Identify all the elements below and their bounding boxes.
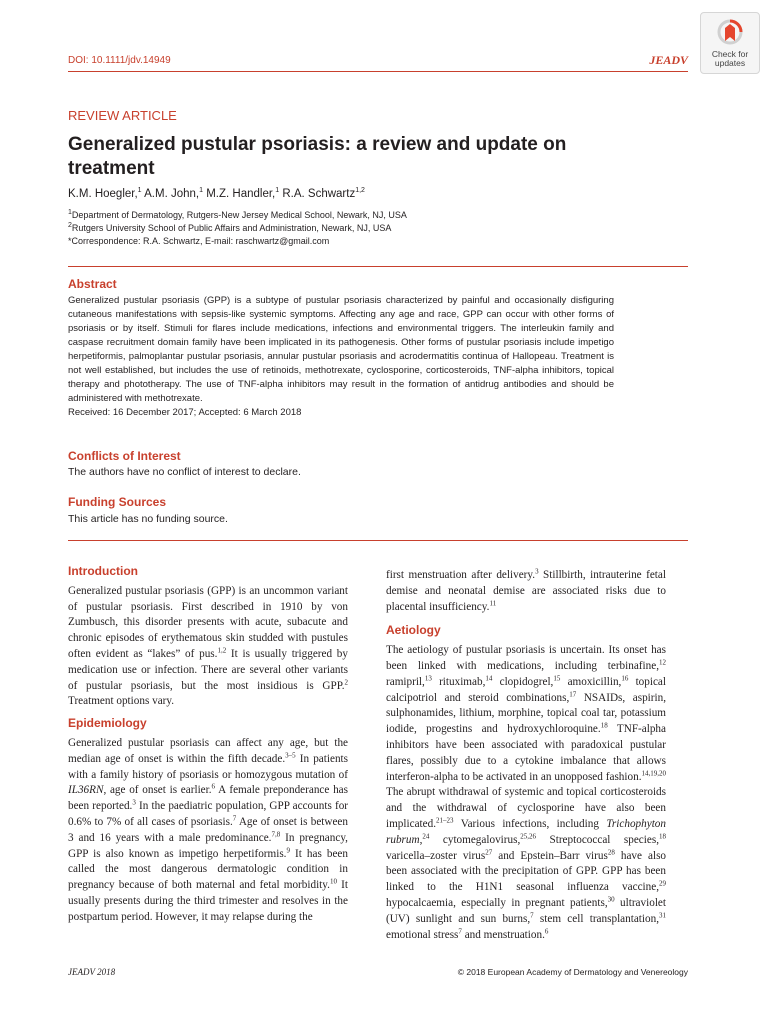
footer-copyright: © 2018 European Academy of Dermatology and Venereology: [457, 967, 688, 977]
affiliation-number: 1: [68, 209, 72, 216]
affiliations: [68, 209, 407, 248]
abstract-text: Generalized pustular psoriasis (GPP) is a subtype of pustular psoriasis characterized by painful and occasionally disfiguring cutaneous manifestations with sepsis-like systemic symptoms. Affecting any age and race, GPP can occur with other forms of psoriasis or by itself. Stimuli for flares include medications, infections and environmental triggers. The interleukin family and caspase recruitment domain family have been implicated in its pathogenesis. Other forms of pustular psoriasis include impetigo herpetiformis, palmoplantar pustular psoriasis, annular pustular psoriasis and acrodermatitis continua of Hallopeau. Treatment is not well established, but includes the use of retinoids, methotrexate, cyclosporine, corticosteroids, TNF-alpha inhibitors, topical therapy and phototherapy. The use of TNF-alpha inhibitors may result in the formation of antidrug antibodies and should be administered with methotrexate.: [68, 295, 614, 404]
article-title: Generalized pustular psoriasis: a review and update on treatment: [68, 134, 567, 179]
right-column: [386, 568, 666, 943]
body-top-rule: [68, 540, 688, 541]
epidemiology-paragraph: Generalized pustular psoriasis can affect any age, but the median age of onset is within the fifth decade.$^{3-5}$ In patients with a family history of psoriasis or homozygous mutation of IL36RN, age of onset is earlier.$^6$ A female preponderance has been reported.$^3$ In the paediatric population, GPP accounts for 0.6% to 7% of all cases of psoriasis.$^7$ Age of onset is between 3 and 16 years with a male predominance.$^{7,8}$ In pregnancy, GPP is also known as impetigo herpetiformis.$^9$ It has been called the most dangerous dermatologic condition in pregnancy because of both maternal and fetal morbidity.$^{10}$ It usually presents during the third trimester and resolves in the postpartum period. However, it may relapse during the: [68, 736, 349, 923]
author-affiliation-number: 1: [137, 187, 142, 195]
aetiology-heading: Aetiology: [386, 623, 441, 638]
left-column: [68, 564, 348, 926]
doi-link[interactable]: DOI: 10.1111/jdv.14949: [68, 55, 171, 66]
author-affiliation-number: 1: [275, 187, 280, 195]
received-dates: Received: 16 December 2017; Accepted: 6 March 2018: [68, 407, 302, 418]
abstract-top-rule: [68, 266, 688, 267]
introduction-paragraph: Generalized pustular psoriasis (GPP) is an uncommon variant of pustular psoriasis. First described in 1910 by von Zumbusch, this disorder presents with acute, subacute and chronic episodes of erythematous skin studded with pustules often evident as “lakes” of pus.$^{1,2}$ It is usually triggered by medication use or infection. There are several other variants of pustular psoriasis, but the most insidious is GPP.$^2$ Treatment options vary.: [68, 584, 348, 708]
check-for-updates-badge[interactable]: [700, 12, 760, 74]
funding-heading: Funding Sources: [68, 495, 167, 509]
introduction-heading: Introduction: [68, 564, 138, 578]
header-rule: [68, 71, 688, 72]
author[interactable]: A.M. John,: [144, 188, 200, 200]
author[interactable]: K.M. Hoegler,: [68, 188, 138, 200]
author-list: [68, 188, 365, 200]
abstract-body: [68, 294, 614, 420]
affiliation: [68, 222, 407, 235]
article-type: REVIEW ARTICLE: [68, 108, 177, 123]
funding-text: This article has no funding source.: [68, 513, 228, 525]
affiliation-text: Rutgers University School of Public Affairs and Administration, Newark, NJ, USA: [71, 223, 392, 233]
conflicts-text: The authors have no conflict of interest to declare.: [68, 466, 301, 478]
badge-line1: Check for: [711, 49, 749, 59]
affiliation-number: 2: [68, 222, 72, 229]
epidemiology-heading: Epidemiology: [68, 716, 147, 731]
crossmark-icon: [717, 19, 743, 47]
affiliation-text: Department of Dermatology, Rutgers-New Jersey Medical School, Newark, NJ, USA: [71, 210, 407, 220]
correspondence[interactable]: *Correspondence: R.A. Schwartz, E-mail: raschwartz@gmail.com: [68, 236, 330, 246]
abstract-heading: Abstract: [68, 277, 117, 291]
author-affiliation-number: 1,2: [355, 187, 365, 195]
conflicts-heading: Conflicts of Interest: [68, 449, 181, 463]
author-affiliation-number: 1: [199, 187, 204, 195]
continued-paragraph: first menstruation after delivery.$^3$ Stillbirth, intrauterine fetal demise and neonatal demise are associated risks due to placental insufficiency.$^{11}$: [386, 567, 666, 613]
affiliation: [68, 209, 407, 222]
author[interactable]: M.Z. Handler,: [206, 188, 276, 200]
aetiology-paragraph: The aetiology of pustular psoriasis is uncertain. Its onset has been linked with medications, including terbinafine,$^{12}$ ramipril,$^{13}$ rituximab,$^{14}$ clopidogrel,$^{15}$ amoxicillin,$^{16}$ topical calcipotriol and steroid combinations,$^{17}$ NSAIDs, aspirin, sulphonamides, lithium, morphine, topical coal tar, potassium iodide, progestins and hydroxychloroquine.$^{18}$ TNF-alpha inhibitors have been associated with paradoxical pustular flares, possibly due to a cytokine imbalance that allows interferon-alpha to be activated in an unopposed fashion.$^{14,19,20}$ The abrupt withdrawal of systemic and topical corticosteroids and the withdrawal of cyclosporine have also been implicated.$^{21-23}$ Various infections, including Trichophyton rubrum,$^{24}$ cytomegalovirus,$^{25,26}$ Streptococcal species,$^{18}$ varicella–zoster virus$^{27}$ and Epstein–Barr virus$^{28}$ have also been associated with the precipitation of GPP. GPP has been linked to the H1N1 seasonal influenza vaccine,$^{29}$ hypocalcaemia, especially in pregnant patients,$^{30}$ ultraviolet (UV) sunlight and sun burns,$^7$ stem cell transplantation,$^{31}$ emotional stress$^7$ and menstruation.$^6$: [386, 644, 667, 941]
journal-name: JEADV: [649, 53, 688, 67]
author[interactable]: R.A. Schwartz: [282, 188, 356, 200]
badge-line2: updates: [714, 58, 746, 68]
footer-journal-year: JEADV 2018: [68, 967, 116, 977]
